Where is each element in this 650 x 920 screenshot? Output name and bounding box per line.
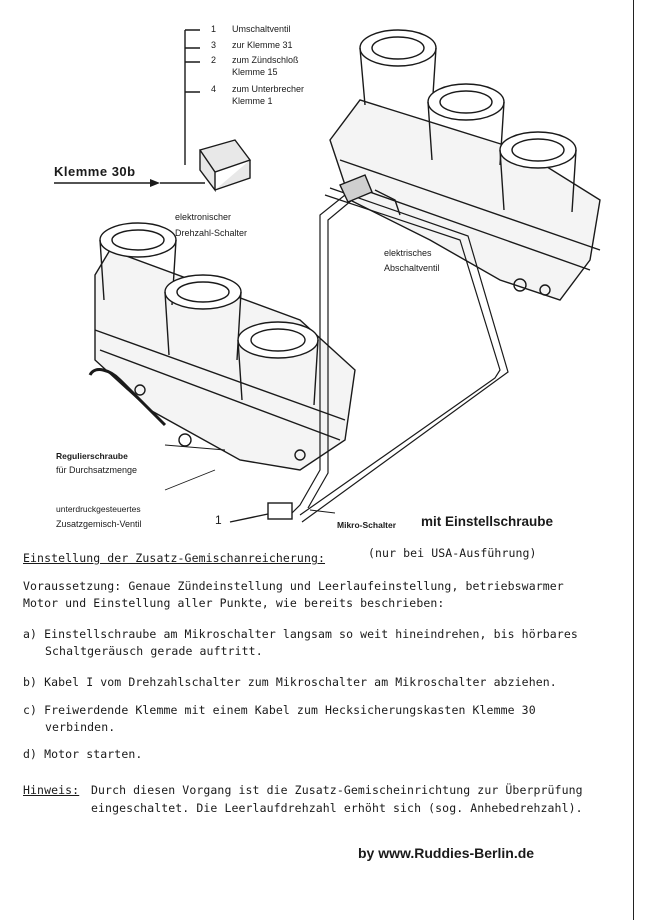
regulier-label-1: Regulierschraube <box>56 451 128 461</box>
step-c-line-1: c) Freiwerdende Klemme mit einem Kabel zum Hecksicherungskasten Klemme 30 <box>23 703 536 717</box>
step-c-line-2: verbinden. <box>45 720 116 734</box>
legend-num-3: 3 <box>211 40 217 50</box>
unterdruck-label-1: unterdruckgesteuertes <box>56 504 141 514</box>
mikro-small-label: Mikro-Schalter <box>337 520 397 530</box>
klemme-label: Klemme 30b <box>54 164 136 179</box>
step-a-line-2: Schaltgeräusch gerade auftritt. <box>45 644 263 658</box>
ventil-label-1: elektrisches <box>384 248 432 258</box>
legend-text-4: zum Unterbrecher <box>232 84 305 94</box>
step-d-line-1: d) Motor starten. <box>23 747 143 761</box>
schalter-label-2: Drehzahl-Schalter <box>175 228 248 238</box>
legend-text-2: zum Zündschloß <box>232 55 299 65</box>
legend-num-4: 4 <box>211 84 217 94</box>
heading-note: (nur bei USA-Ausführung) <box>368 546 537 560</box>
legend-text-2b: Klemme 15 <box>232 67 278 77</box>
legend-num-1: 1 <box>211 24 217 34</box>
prereq-line-2: Motor und Einstellung aller Punkte, wie bereits beschrieben: <box>23 596 445 610</box>
mikro-big-label: mit Einstellschraube <box>421 514 554 529</box>
regulier-label-2: für Durchsatzmenge <box>56 465 138 475</box>
marker-one: 1 <box>215 513 222 527</box>
legend-text-3: zur Klemme 31 <box>232 40 293 50</box>
legend-num-2: 2 <box>211 55 217 65</box>
unterdruck-label-2: Zusatzgemisch-Ventil <box>56 519 142 529</box>
step-a-line-1: a) Einstellschraube am Mikroschalter langsam so weit hineindrehen, bis hörbares <box>23 627 578 641</box>
hinweis-line-1: Durch diesen Vorgang ist die Zusatz-Gemischeinrichtung zur Überprüfung <box>91 783 583 797</box>
credit-line: by www.Ruddies-Berlin.de <box>358 845 535 861</box>
prereq-line-1: Voraussetzung: Genaue Zündeinstellung und Leerlaufeinstellung, betriebswarmer <box>23 579 564 593</box>
schalter-label-1: elektronischer <box>175 212 232 222</box>
legend-text-1: Umschaltventil <box>232 24 291 34</box>
hinweis-label: Hinweis: <box>23 783 80 797</box>
legend-text-4b: Klemme 1 <box>232 96 273 106</box>
hinweis-line-2: eingeschaltet. Die Leerlaufdrehzahl erhöht sich (sog. Anhebedrehzahl). <box>91 801 583 815</box>
step-b-line-1: b) Kabel I vom Drehzahlschalter zum Mikroschalter am Mikroschalter abziehen. <box>23 675 557 689</box>
section-heading: Einstellung der Zusatz-Gemischanreicherung: <box>23 551 326 565</box>
ventil-label-2: Abschaltventil <box>384 263 440 273</box>
